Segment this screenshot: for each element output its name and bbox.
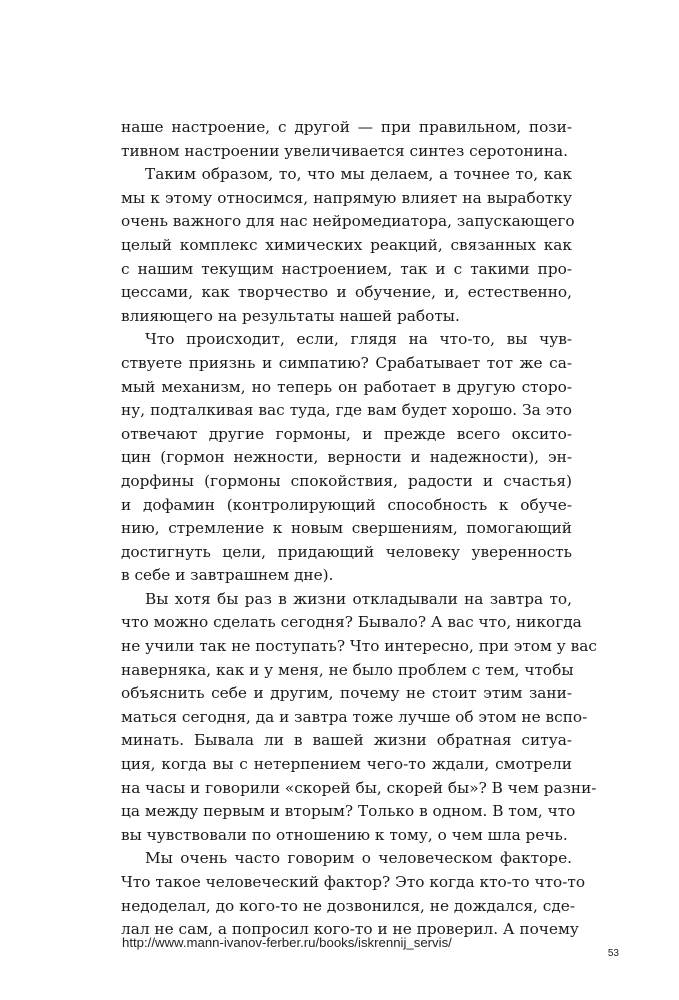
text-line: очень важного для нас нейромедиатора, запускающего <box>121 212 575 231</box>
text-line: Вы хотя бы раз в жизни откладывали на завтра то, <box>145 589 572 608</box>
footer-url-link[interactable]: http://www.mann-ivanov-ferber.ru/books/iskrennij_servis/ <box>122 935 452 950</box>
text-line: с нашим текущим настроением, так и с такими про- <box>121 259 572 278</box>
text-line: на часы и говорили «скорей бы, скорей бы»? В чем разни- <box>121 778 597 797</box>
text-line: наверняка, как и у меня, не было проблем с тем, чтобы <box>121 660 574 679</box>
text-line: ция, когда вы с нетерпением чего-то ждали, смотрели <box>121 755 572 774</box>
text-line: цин (гормон нежности, верности и надежности), эн- <box>121 448 572 467</box>
text-line: маться сегодня, да и завтра тоже лучше об этом не вспо- <box>121 707 588 726</box>
text-line: недоделал, до кого-то не дозвонился, не дождался, сде- <box>121 896 575 915</box>
text-line: наше настроение, с другой — при правильном, пози- <box>121 118 572 136</box>
text-line: мы к этому относимся, напрямую влияет на выработку <box>121 188 572 207</box>
text-line: нию, стремление к новым свершениям, помогающий <box>121 519 572 538</box>
text-line: вы чувствовали по отношению к тому, о чем шла речь. <box>121 825 568 844</box>
text-line: ствуете приязнь и симпатию? Срабатывает тот же са- <box>121 353 572 372</box>
text-line: Что происходит, если, глядя на что-то, вы чув- <box>145 330 572 349</box>
text-line: в себе и завтрашнем дне). <box>121 566 334 585</box>
body-text <box>121 116 597 942</box>
text-line: отвечают другие гормоны, и прежде всего оксито- <box>121 424 572 443</box>
text-line: не учили так не поступать? Что интересно, при этом у вас <box>121 637 597 656</box>
text-line: ца между первым и вторым? Только в одном. В том, что <box>121 802 576 821</box>
text-line: ну, подталкивая вас туда, где вам будет хорошо. За это <box>121 401 572 420</box>
page-number: 53 <box>607 948 619 959</box>
text-line: Мы очень часто говорим о человеческом факторе. <box>145 849 572 868</box>
text-line: мый механизм, но теперь он работает в другую сторо- <box>121 377 572 396</box>
text-line: достигнуть цели, придающий человеку уверенность <box>121 542 572 561</box>
text-line: влияющего на результаты нашей работы. <box>121 306 460 325</box>
text-line: цессами, как творчество и обучение, и, естественно, <box>121 283 572 302</box>
text-line: и дофамин (контролирующий способность к обуче- <box>121 495 572 514</box>
text-line: минать. Бывала ли в вашей жизни обратная ситуа- <box>121 731 572 750</box>
text-line: Что такое человеческий фактор? Это когда кто-то что-то <box>121 873 586 891</box>
text-line: Таким образом, то, что мы делаем, а точнее то, как <box>145 165 572 184</box>
text-line: объяснить себе и другим, почему не стоит этим зани- <box>121 684 572 703</box>
text-line: что можно сделать сегодня? Бывало? А вас что, никогда <box>121 613 582 632</box>
text-line: лал не сам, а попросил кого-то и не проверил. А почему <box>121 920 579 939</box>
text-line: дорфины (гормоны спокойствия, радости и счастья) <box>121 471 572 490</box>
text-line: целый комплекс химических реакций, связанных как <box>121 235 572 254</box>
text-line: тивном настроении увеличивается синтез серотонина. <box>121 141 569 160</box>
